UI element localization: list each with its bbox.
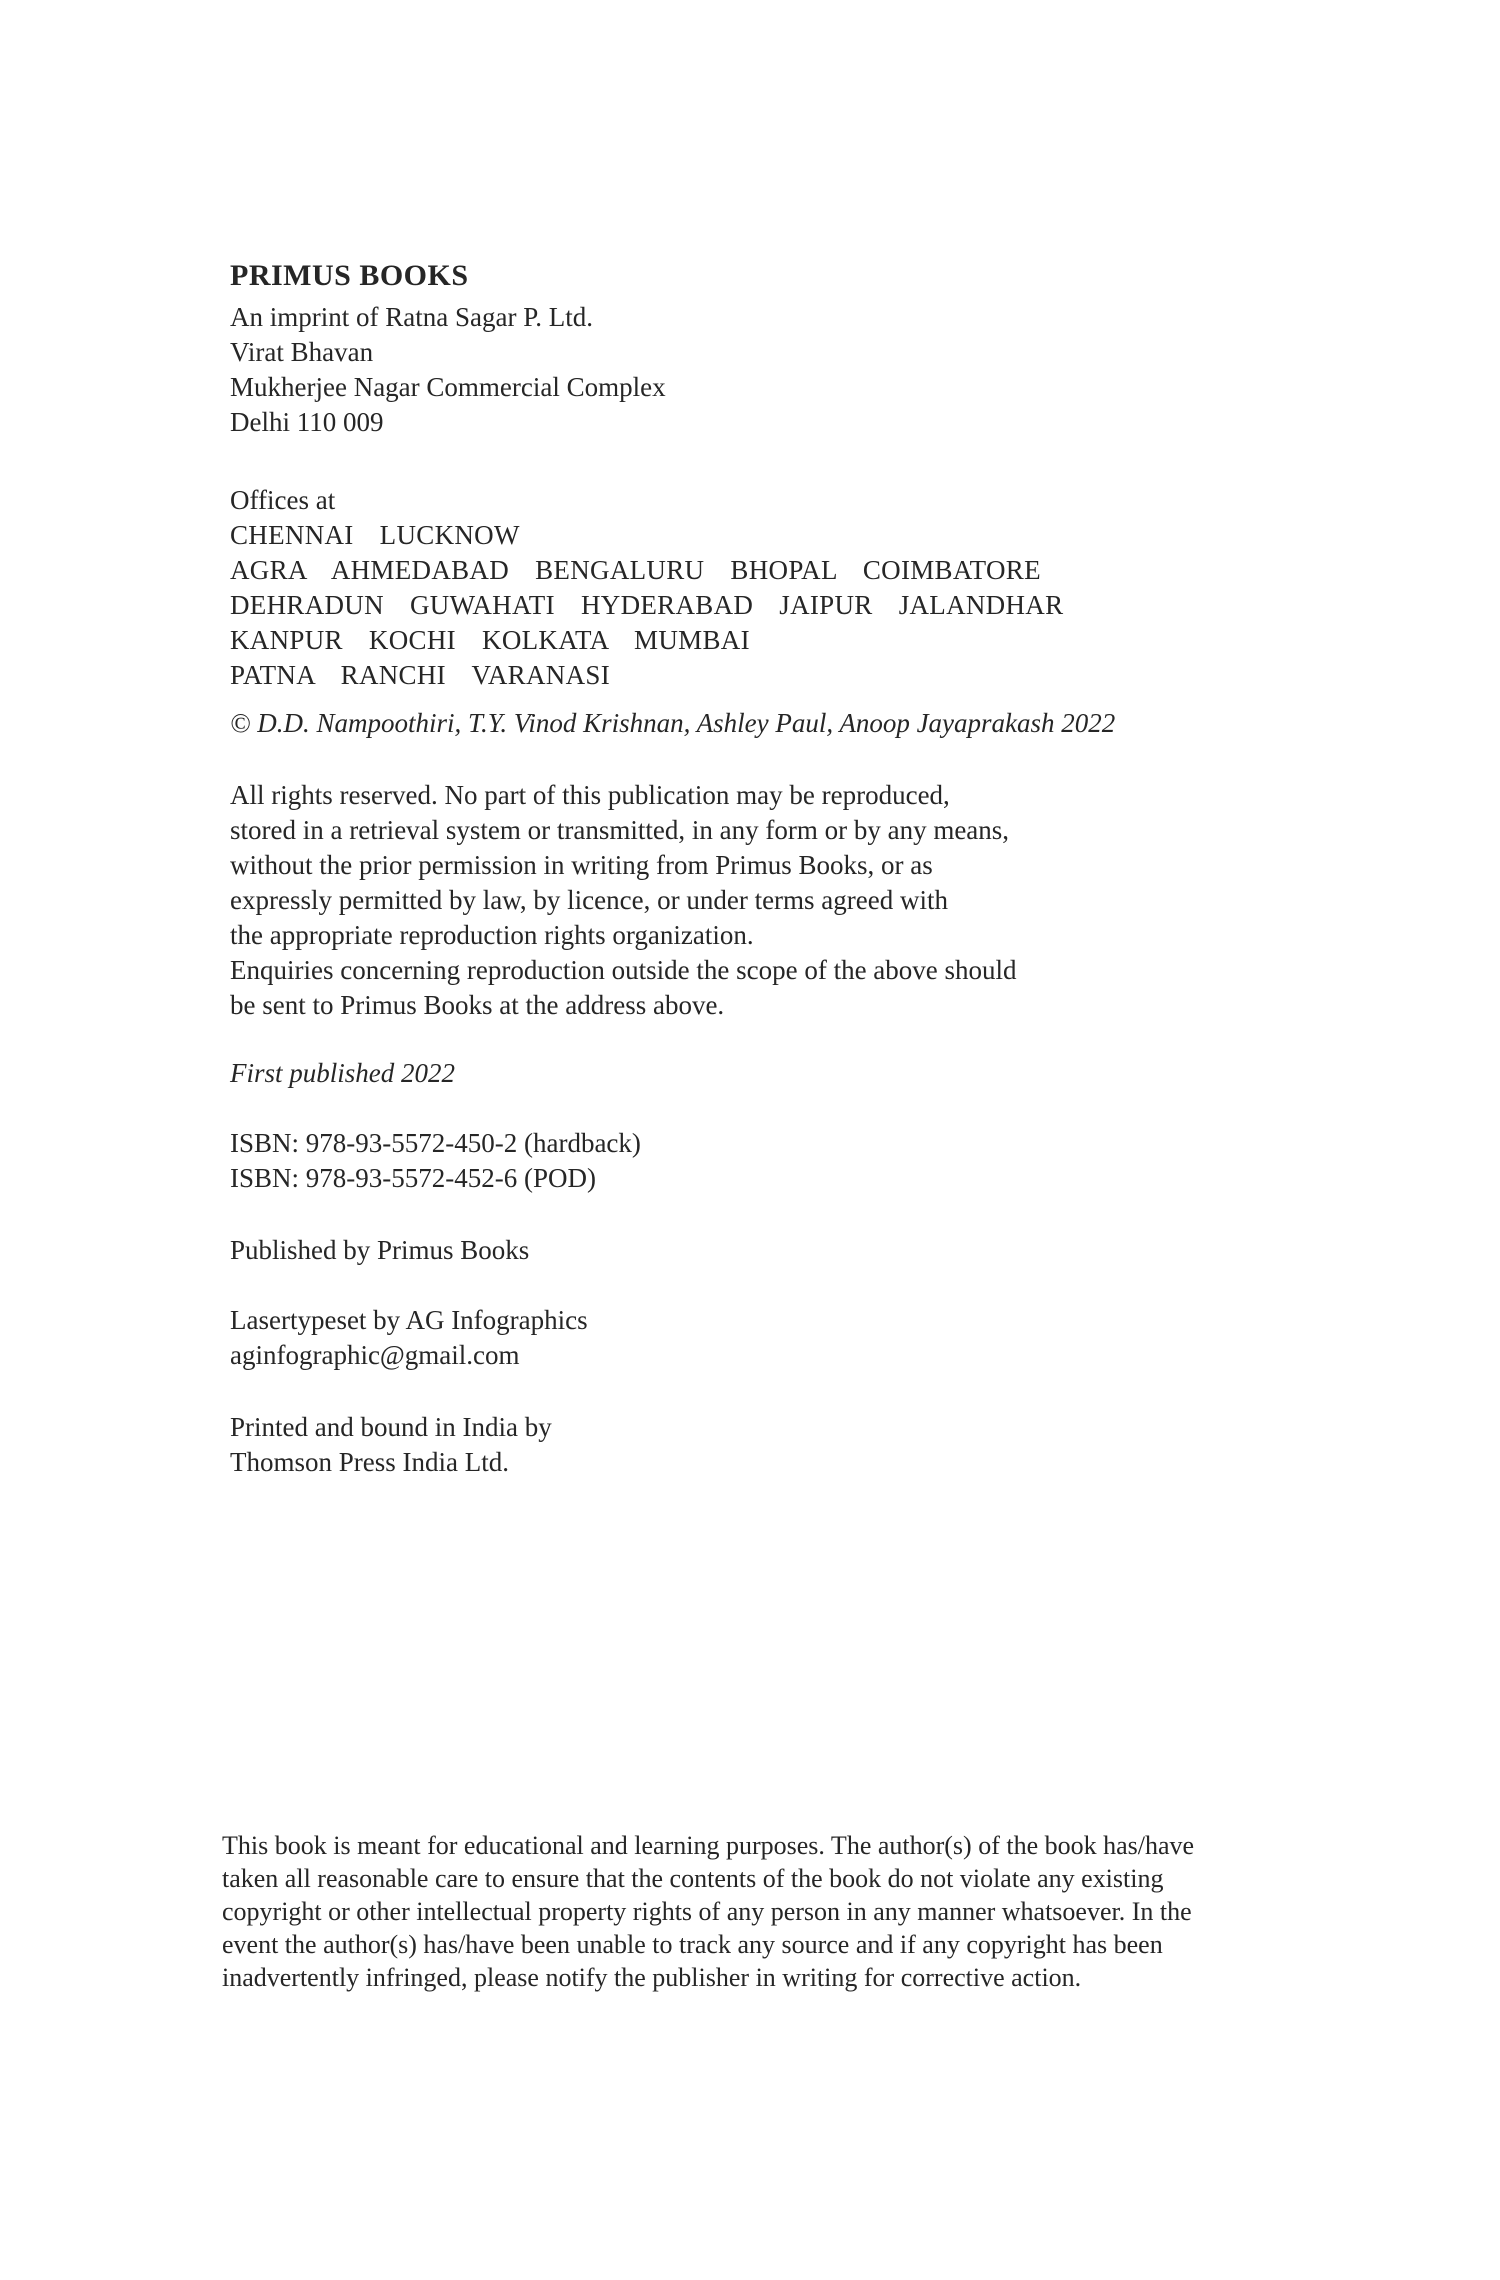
offices-cities-line: KANPUR KOCHI KOLKATA MUMBAI (230, 625, 750, 655)
copyright-notice-block (230, 706, 1115, 741)
printer-name-line: Thomson Press India Ltd. (230, 1447, 509, 1477)
disclaimer-line: taken all reasonable care to ensure that the contents of the book do not violate any existing (222, 1864, 1164, 1893)
offices-block (230, 483, 1063, 693)
publisher-name: PRIMUS BOOKS (230, 259, 469, 292)
offices-cities-line: CHENNAI LUCKNOW (230, 520, 520, 550)
printing-block (230, 1410, 552, 1480)
rights-line: stored in a retrieval system or transmitted, in any form or by any means, (230, 815, 1010, 845)
rights-line: All rights reserved. No part of this publication may be reproduced, (230, 780, 950, 810)
typeset-by: Lasertypeset by AG Infographics (230, 1305, 588, 1335)
disclaimer-line: copyright or other intellectual property rights of any person in any manner whatsoever. In the (222, 1897, 1192, 1926)
rights-line: Enquiries concerning reproduction outside the scope of the above should (230, 955, 1017, 985)
printed-by-line: Printed and bound in India by (230, 1412, 552, 1442)
typesetting-block (230, 1303, 588, 1373)
disclaimer-paragraph (222, 1829, 1302, 1994)
publisher-address-line: Mukherjee Nagar Commercial Complex (230, 372, 666, 402)
offices-cities-line: DEHRADUN GUWAHATI HYDERABAD JAIPUR JALANDHAR (230, 590, 1064, 620)
first-published-block (230, 1056, 455, 1091)
disclaimer-line: inadvertently infringed, please notify the publisher in writing for corrective action. (222, 1963, 1082, 1992)
isbn-block (230, 1126, 641, 1196)
disclaimer-line: This book is meant for educational and learning purposes. The author(s) of the book has/have (222, 1831, 1195, 1860)
rights-line: the appropriate reproduction rights organization. (230, 920, 754, 950)
isbn-pod: ISBN: 978-93-5572-452-6 (POD) (230, 1163, 596, 1193)
typesetter-email: aginfographic@gmail.com (230, 1340, 520, 1370)
publisher-imprint-line: An imprint of Ratna Sagar P. Ltd. (230, 302, 593, 332)
offices-cities-line: PATNA RANCHI VARANASI (230, 660, 610, 690)
rights-line: expressly permitted by law, by licence, or under terms agreed with (230, 885, 949, 915)
publisher-address-line: Virat Bhavan (230, 337, 374, 367)
disclaimer-line: event the author(s) has/have been unable to track any source and if any copyright has been (222, 1930, 1163, 1959)
offices-cities-line: AGRA AHMEDABAD BENGALURU BHOPAL COIMBATORE (230, 555, 1041, 585)
rights-paragraph (230, 778, 1017, 1023)
offices-heading: Offices at (230, 485, 336, 515)
rights-line: without the prior permission in writing from Primus Books, or as (230, 850, 933, 880)
first-published: First published 2022 (230, 1058, 456, 1088)
published-by-block (230, 1233, 529, 1268)
isbn-hardback: ISBN: 978-93-5572-450-2 (hardback) (230, 1128, 641, 1158)
copyright-notice: © D.D. Nampoothiri, T.Y. Vinod Krishnan, Ashley Paul, Anoop Jayaprakash 2022 (230, 708, 1116, 738)
published-by: Published by Primus Books (230, 1235, 530, 1265)
publisher-address-line: Delhi 110 009 (230, 407, 384, 437)
publisher-block (230, 258, 666, 440)
rights-line: be sent to Primus Books at the address above. (230, 990, 725, 1020)
